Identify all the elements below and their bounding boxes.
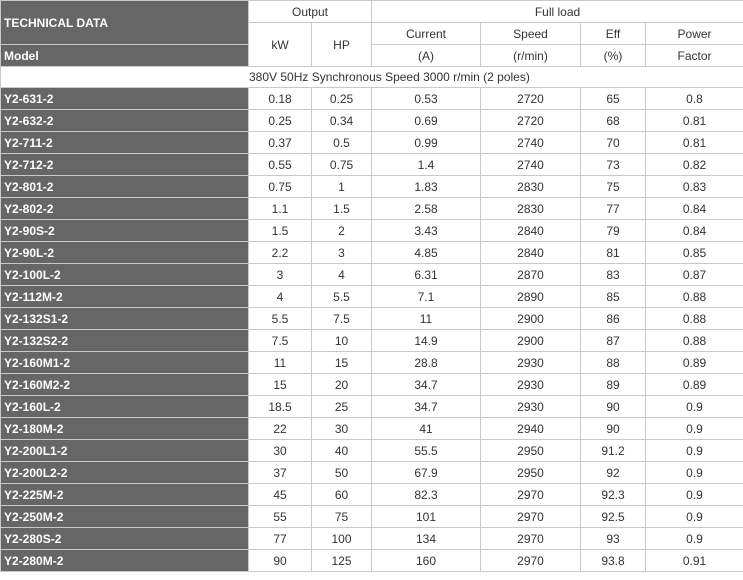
table-body bbox=[1, 1, 743, 572]
hp-cell: 7.5 bbox=[312, 308, 372, 330]
kw-header: kW bbox=[249, 23, 312, 67]
hp-cell: 15 bbox=[312, 352, 372, 374]
current-cell: 34.7 bbox=[372, 396, 481, 418]
model-cell: Y2-132S2-2 bbox=[1, 330, 249, 352]
table-row bbox=[1, 198, 743, 220]
kw-cell: 0.75 bbox=[249, 176, 312, 198]
hp-cell: 20 bbox=[312, 374, 372, 396]
model-cell: Y2-280M-2 bbox=[1, 550, 249, 572]
hp-cell: 2 bbox=[312, 220, 372, 242]
speed-cell: 2720 bbox=[481, 110, 581, 132]
eff-cell: 83 bbox=[581, 264, 646, 286]
current-cell: 11 bbox=[372, 308, 481, 330]
speed-cell: 2970 bbox=[481, 550, 581, 572]
hp-cell: 40 bbox=[312, 440, 372, 462]
eff-cell: 70 bbox=[581, 132, 646, 154]
power-factor-cell: 0.91 bbox=[646, 550, 743, 572]
kw-cell: 11 bbox=[249, 352, 312, 374]
current-cell: 4.85 bbox=[372, 242, 481, 264]
eff-cell: 68 bbox=[581, 110, 646, 132]
hp-cell: 1.5 bbox=[312, 198, 372, 220]
current-cell: 160 bbox=[372, 550, 481, 572]
model-cell: Y2-802-2 bbox=[1, 198, 249, 220]
speed-cell: 2900 bbox=[481, 330, 581, 352]
kw-cell: 90 bbox=[249, 550, 312, 572]
speed-cell: 2890 bbox=[481, 286, 581, 308]
power-header: Power bbox=[646, 23, 743, 45]
table-row bbox=[1, 374, 743, 396]
current-cell: 101 bbox=[372, 506, 481, 528]
current-cell: 1.83 bbox=[372, 176, 481, 198]
speed-cell: 2830 bbox=[481, 176, 581, 198]
eff-header: Eff bbox=[581, 23, 646, 45]
power-factor-cell: 0.85 bbox=[646, 242, 743, 264]
current-cell: 6.31 bbox=[372, 264, 481, 286]
kw-cell: 37 bbox=[249, 462, 312, 484]
eff-cell: 81 bbox=[581, 242, 646, 264]
power-factor-cell: 0.88 bbox=[646, 308, 743, 330]
hp-cell: 125 bbox=[312, 550, 372, 572]
eff-cell: 89 bbox=[581, 374, 646, 396]
speed-cell: 2720 bbox=[481, 88, 581, 110]
speed-cell: 2950 bbox=[481, 440, 581, 462]
hp-cell: 5.5 bbox=[312, 286, 372, 308]
speed-cell: 2930 bbox=[481, 396, 581, 418]
model-cell: Y2-801-2 bbox=[1, 176, 249, 198]
hp-cell: 0.25 bbox=[312, 88, 372, 110]
current-cell: 134 bbox=[372, 528, 481, 550]
power-factor-cell: 0.9 bbox=[646, 462, 743, 484]
power-factor-cell: 0.89 bbox=[646, 374, 743, 396]
power-factor-cell: 0.88 bbox=[646, 330, 743, 352]
hp-cell: 4 bbox=[312, 264, 372, 286]
kw-cell: 0.37 bbox=[249, 132, 312, 154]
sync-speed-cell bbox=[1, 67, 743, 88]
speed-cell: 2930 bbox=[481, 352, 581, 374]
table-row bbox=[1, 242, 743, 264]
power-factor-cell: 0.84 bbox=[646, 198, 743, 220]
eff-cell: 92.3 bbox=[581, 484, 646, 506]
model-cell: Y2-631-2 bbox=[1, 88, 249, 110]
eff-cell: 92.5 bbox=[581, 506, 646, 528]
power-factor-cell: 0.88 bbox=[646, 286, 743, 308]
eff-cell: 88 bbox=[581, 352, 646, 374]
eff-cell: 79 bbox=[581, 220, 646, 242]
eff-cell: 86 bbox=[581, 308, 646, 330]
table-row bbox=[1, 396, 743, 418]
kw-cell: 3 bbox=[249, 264, 312, 286]
power-factor-cell: 0.9 bbox=[646, 396, 743, 418]
speed-cell: 2840 bbox=[481, 242, 581, 264]
header-row-3 bbox=[1, 45, 743, 67]
eff-cell: 93.8 bbox=[581, 550, 646, 572]
speed-cell: 2970 bbox=[481, 506, 581, 528]
eff-cell: 87 bbox=[581, 330, 646, 352]
power-factor-cell: 0.87 bbox=[646, 264, 743, 286]
model-cell: Y2-160M1-2 bbox=[1, 352, 249, 374]
eff-cell: 75 bbox=[581, 176, 646, 198]
power-factor-cell: 0.89 bbox=[646, 352, 743, 374]
kw-cell: 77 bbox=[249, 528, 312, 550]
table-row bbox=[1, 330, 743, 352]
model-cell: Y2-280S-2 bbox=[1, 528, 249, 550]
hp-header: HP bbox=[312, 23, 372, 67]
eff-cell: 73 bbox=[581, 154, 646, 176]
speed-header: Speed bbox=[481, 23, 581, 45]
model-cell: Y2-160L-2 bbox=[1, 396, 249, 418]
speed-unit: (r/min) bbox=[481, 45, 581, 67]
power-factor-cell: 0.81 bbox=[646, 132, 743, 154]
speed-cell: 2900 bbox=[481, 308, 581, 330]
speed-cell: 2840 bbox=[481, 220, 581, 242]
model-cell: Y2-200L2-2 bbox=[1, 462, 249, 484]
current-cell: 0.99 bbox=[372, 132, 481, 154]
eff-cell: 90 bbox=[581, 396, 646, 418]
speed-cell: 2830 bbox=[481, 198, 581, 220]
power-factor-cell: 0.83 bbox=[646, 176, 743, 198]
power-factor-cell: 0.81 bbox=[646, 110, 743, 132]
full-load-header: Full load bbox=[372, 1, 743, 23]
eff-cell: 90 bbox=[581, 418, 646, 440]
eff-unit: (%) bbox=[581, 45, 646, 67]
table-row bbox=[1, 110, 743, 132]
sync-speed-row bbox=[1, 67, 743, 88]
table-row bbox=[1, 462, 743, 484]
kw-cell: 0.25 bbox=[249, 110, 312, 132]
table-row bbox=[1, 440, 743, 462]
hp-cell: 25 bbox=[312, 396, 372, 418]
speed-cell: 2970 bbox=[481, 484, 581, 506]
hp-cell: 0.34 bbox=[312, 110, 372, 132]
current-cell: 55.5 bbox=[372, 440, 481, 462]
current-header: Current bbox=[372, 23, 481, 45]
current-cell: 41 bbox=[372, 418, 481, 440]
hp-cell: 50 bbox=[312, 462, 372, 484]
speed-cell: 2740 bbox=[481, 132, 581, 154]
model-cell: Y2-712-2 bbox=[1, 154, 249, 176]
table-row bbox=[1, 550, 743, 572]
kw-cell: 2.2 bbox=[249, 242, 312, 264]
power-factor-cell: 0.9 bbox=[646, 418, 743, 440]
kw-cell: 22 bbox=[249, 418, 312, 440]
current-cell: 28.8 bbox=[372, 352, 481, 374]
header-row-1 bbox=[1, 1, 743, 23]
table-row bbox=[1, 264, 743, 286]
model-cell: Y2-180M-2 bbox=[1, 418, 249, 440]
kw-cell: 45 bbox=[249, 484, 312, 506]
power-factor-cell: 0.8 bbox=[646, 88, 743, 110]
table-row bbox=[1, 286, 743, 308]
kw-cell: 7.5 bbox=[249, 330, 312, 352]
kw-cell: 18.5 bbox=[249, 396, 312, 418]
model-cell: Y2-112M-2 bbox=[1, 286, 249, 308]
model-cell: Y2-632-2 bbox=[1, 110, 249, 132]
kw-cell: 30 bbox=[249, 440, 312, 462]
kw-cell: 55 bbox=[249, 506, 312, 528]
hp-cell: 100 bbox=[312, 528, 372, 550]
table-row bbox=[1, 352, 743, 374]
eff-cell: 85 bbox=[581, 286, 646, 308]
current-unit: (A) bbox=[372, 45, 481, 67]
eff-cell: 77 bbox=[581, 198, 646, 220]
kw-cell: 15 bbox=[249, 374, 312, 396]
power-factor-cell: 0.9 bbox=[646, 440, 743, 462]
hp-cell: 30 bbox=[312, 418, 372, 440]
table-row bbox=[1, 132, 743, 154]
power-factor-cell: 0.9 bbox=[646, 506, 743, 528]
table-row bbox=[1, 176, 743, 198]
eff-cell: 91.2 bbox=[581, 440, 646, 462]
table-row bbox=[1, 154, 743, 176]
current-cell: 7.1 bbox=[372, 286, 481, 308]
current-cell: 34.7 bbox=[372, 374, 481, 396]
current-cell: 0.69 bbox=[372, 110, 481, 132]
hp-cell: 3 bbox=[312, 242, 372, 264]
hp-cell: 0.75 bbox=[312, 154, 372, 176]
table-row bbox=[1, 418, 743, 440]
model-cell: Y2-250M-2 bbox=[1, 506, 249, 528]
kw-cell: 0.18 bbox=[249, 88, 312, 110]
power-factor-cell: 0.9 bbox=[646, 528, 743, 550]
table-row bbox=[1, 308, 743, 330]
model-cell: Y2-200L1-2 bbox=[1, 440, 249, 462]
kw-cell: 4 bbox=[249, 286, 312, 308]
current-cell: 82.3 bbox=[372, 484, 481, 506]
speed-cell: 2930 bbox=[481, 374, 581, 396]
current-cell: 3.43 bbox=[372, 220, 481, 242]
model-cell: Y2-90L-2 bbox=[1, 242, 249, 264]
speed-cell: 2950 bbox=[481, 462, 581, 484]
table-row bbox=[1, 484, 743, 506]
model-cell: Y2-100L-2 bbox=[1, 264, 249, 286]
eff-cell: 93 bbox=[581, 528, 646, 550]
table-row bbox=[1, 528, 743, 550]
output-header: Output bbox=[249, 1, 372, 23]
hp-cell: 1 bbox=[312, 176, 372, 198]
hp-cell: 75 bbox=[312, 506, 372, 528]
eff-cell: 65 bbox=[581, 88, 646, 110]
power-factor-cell: 0.82 bbox=[646, 154, 743, 176]
kw-cell: 0.55 bbox=[249, 154, 312, 176]
factor-header: Factor bbox=[646, 45, 743, 67]
model-cell: Y2-225M-2 bbox=[1, 484, 249, 506]
power-factor-cell: 0.9 bbox=[646, 484, 743, 506]
table-row bbox=[1, 220, 743, 242]
technical-data-header: TECHNICAL DATA bbox=[1, 1, 249, 45]
table-row bbox=[1, 88, 743, 110]
kw-cell: 1.1 bbox=[249, 198, 312, 220]
kw-cell: 1.5 bbox=[249, 220, 312, 242]
speed-cell: 2940 bbox=[481, 418, 581, 440]
power-factor-cell: 0.84 bbox=[646, 220, 743, 242]
table-row bbox=[1, 506, 743, 528]
model-cell: Y2-711-2 bbox=[1, 132, 249, 154]
speed-cell: 2740 bbox=[481, 154, 581, 176]
model-cell: Y2-160M2-2 bbox=[1, 374, 249, 396]
model-cell: Y2-90S-2 bbox=[1, 220, 249, 242]
hp-cell: 10 bbox=[312, 330, 372, 352]
current-cell: 2.58 bbox=[372, 198, 481, 220]
current-cell: 14.9 bbox=[372, 330, 481, 352]
current-cell: 67.9 bbox=[372, 462, 481, 484]
model-header: Model bbox=[1, 45, 249, 67]
current-cell: 0.53 bbox=[372, 88, 481, 110]
hp-cell: 60 bbox=[312, 484, 372, 506]
sync-speed-note: 380V 50Hz Synchronous Speed 3000 r/min (2 poles) bbox=[249, 70, 530, 84]
hp-cell: 0.5 bbox=[312, 132, 372, 154]
kw-cell: 5.5 bbox=[249, 308, 312, 330]
model-cell: Y2-132S1-2 bbox=[1, 308, 249, 330]
speed-cell: 2970 bbox=[481, 528, 581, 550]
eff-cell: 92 bbox=[581, 462, 646, 484]
speed-cell: 2870 bbox=[481, 264, 581, 286]
current-cell: 1.4 bbox=[372, 154, 481, 176]
